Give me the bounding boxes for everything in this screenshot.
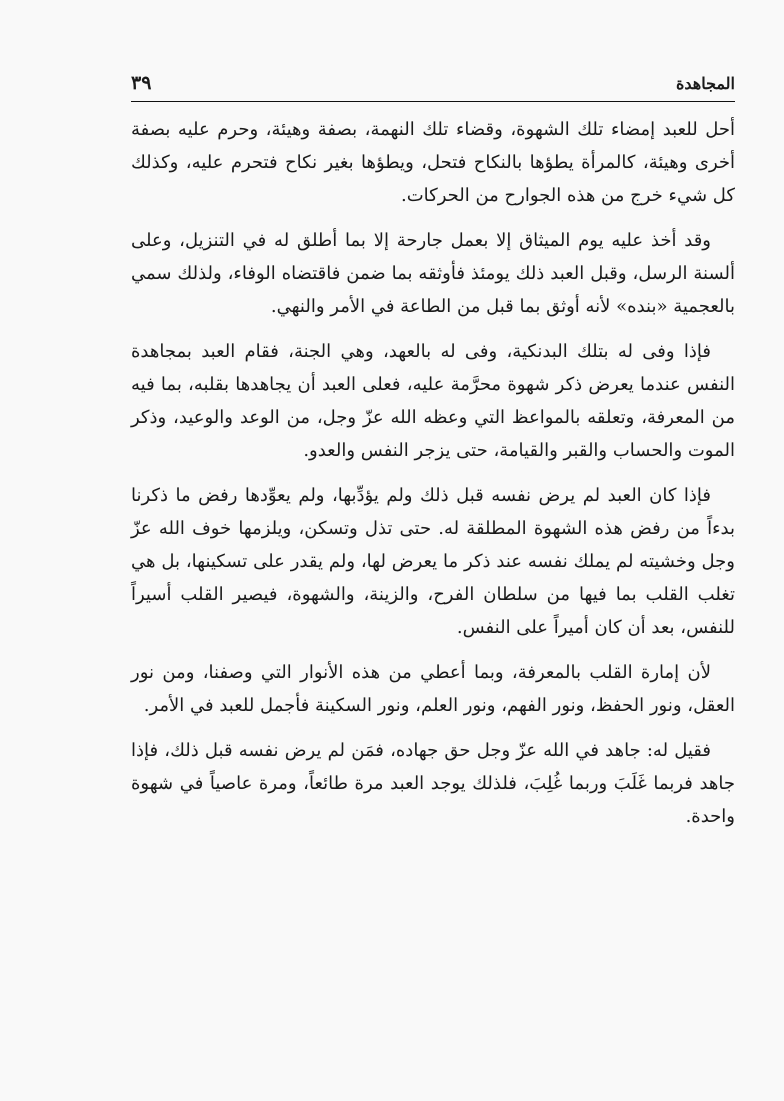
page-header bbox=[131, 74, 735, 100]
body-text bbox=[131, 113, 735, 845]
paragraph-2: وقد أخذ عليه يوم الميثاق إلا بعمل جارحة إلا بما أطلق له في التنزيل، وعلى ألسنة الرسل، وقبل العبد ذلك يومئذ فأوثقه بما ضمن فاقتضاه الوفاء، ولذلك سمي بالعجمية «بنده» لأنه أوثق بما قبل من الطاعة في الأمر والنهي. bbox=[131, 230, 735, 317]
page-number: ٣٩ bbox=[131, 72, 152, 94]
header-rule bbox=[131, 101, 735, 102]
paragraph-3: فإذا وفى له بتلك البدنكية، وفى له بالعهد، وهي الجنة، فقام العبد بمجاهدة النفس عندما يعرض ذكر شهوة محرَّمة عليه، فعلى العبد أن يجاهدها بقلبه، بما فيه من المعرفة، وتعلقه بالمواعظ التي وعظه الله عزّ وجل، من الوعد والوعيد، وذكر الموت والحساب والقبر والقيامة، حتى يزجر النفس والعدو. bbox=[131, 341, 735, 461]
paragraph-5: لأن إمارة القلب بالمعرفة، وبما أعطي من هذه الأنوار التي وصفنا، ومن نور العقل، ونور الحفظ، ونور الفهم، ونور العلم، ونور السكينة فأجمل للعبد في الأمر. bbox=[131, 662, 735, 716]
chapter-title: المجاهدة bbox=[676, 74, 735, 93]
paragraph-4: فإذا كان العبد لم يرض نفسه قبل ذلك ولم يؤدِّبها، ولم يعوِّدها رفض ما ذكرنا بدءاً من رفض هذه الشهوة المطلقة له. حتى تذل وتسكن، ويلزمها خوف الله عزّ وجل وخشيته لم يملك نفسه عند ذكر ما يعرض لها، ولم يقدر على تسكينها، بل هي تغلب القلب بما فيها من سلطان الفرح، والزينة، والشهوة، فيصير القلب أسيراً للنفس، بعد أن كان أميراً على النفس. bbox=[131, 485, 735, 638]
paragraph-6: فقيل له: جاهد في الله عزّ وجل حق جهاده، فمَن لم يرض نفسه قبل ذلك، فإذا جاهد فربما غَلَبَ وربما غُلِبَ، فلذلك يوجد العبد مرة طائعاً، ومرة عاصياً في شهوة واحدة. bbox=[131, 740, 735, 827]
paragraph-1: أحل للعبد إمضاء تلك الشهوة، وقضاء تلك النهمة، بصفة وهيئة، وحرم عليه بصفة أخرى وهيئة، كالمرأة يطؤها بالنكاح فتحل، ويطؤها بغير نكاح فتحرم عليه، وكذلك كل شيء خرج من هذه الجوارح من الحركات. bbox=[131, 119, 735, 206]
